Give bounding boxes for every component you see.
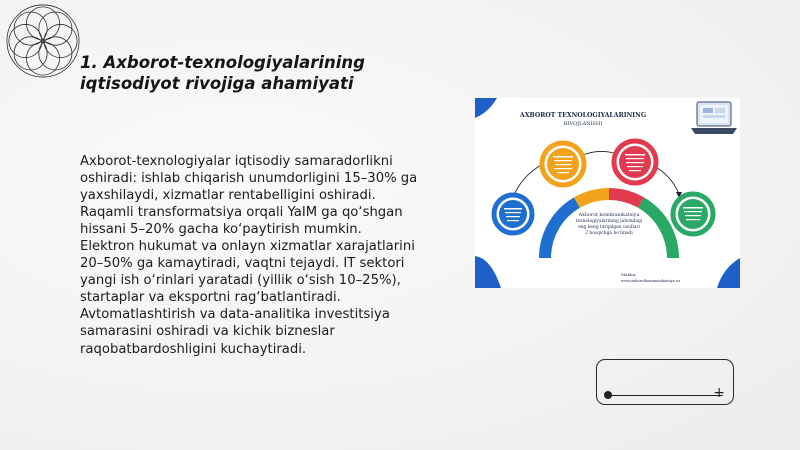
infographic-center-line4: 2 bosqichga bo‘linadi [585,231,633,236]
media-slider-box[interactable] [596,359,734,405]
infographic-image [475,98,740,288]
slider-handle[interactable] [604,391,612,399]
slide-title: 1. Axborot-texnologiyalarining iqtisodiyot rivojiga ahamiyati [80,53,365,93]
infographic-source-label: Manba: [621,272,637,277]
infographic-node-red [614,141,656,183]
infographic-heading-line2: RIVOJLANISHI [563,121,603,127]
circular-ornament-icon [4,2,82,80]
infographic-node-orange [542,143,584,185]
infographic-center-line3: eng keng tarqalgan usullari [578,225,640,230]
infographic-node-blue [494,195,532,233]
infographic-heading-line1: AXBOROT TEXNOLOGIYALARINING [519,112,647,119]
infographic-source-url: www.axborotkommunikatsiya.uz [621,279,681,283]
slider-track[interactable] [607,395,723,396]
infographic-center-line2: texnologiyalarining jahondagi [575,219,643,224]
slide-body-text: Axborot-texnologiyalar iqtisodiy samaradorlikni oshiradi: ishlab chiqarish unumdorligini 15–30% ga yaxshilaydi, xizmatlar rentabelligini oshiradi. Raqamli transformatsiya orqali YaIM ga qo‘shgan hissani 5–20% gacha ko‘paytirish mumkin. Elektron hukumat va onlayn xizmatlar xarajatlarini 20–50% ga kamaytiradi, vaqtni tejaydi. IT sektori yangi ish o‘rinlari yaratadi (yillik o‘sish 10–25%), startaplar va eksportni rag‘batlantiradi. Avtomatlashtirish va data-analitika investitsiya samarasini oshiradi va kichik bizneslar raqobatbardoshligini kuchaytiradi. [80,154,418,357]
plus-icon[interactable]: + [713,385,725,401]
infographic-node-green [673,194,713,234]
infographic-center-line1: Axborot kommunikatsiya [578,213,640,218]
laptop-icon [691,102,737,134]
